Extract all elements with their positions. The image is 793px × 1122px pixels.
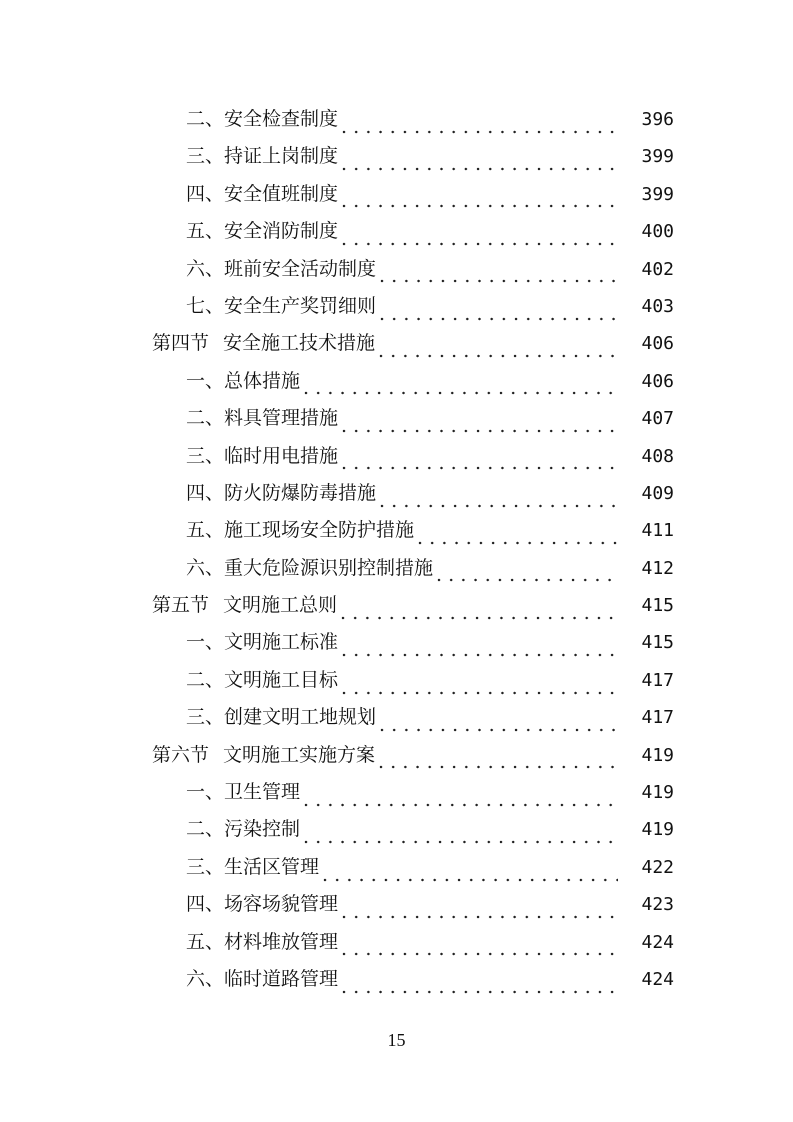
toc-entry[interactable]	[0, 138, 793, 175]
toc-entry-label	[152, 325, 375, 362]
toc-entry-title: 二、安全检查制度	[186, 108, 339, 130]
toc-entry[interactable]	[0, 924, 793, 961]
toc-entry[interactable]	[0, 438, 793, 475]
dot-leader	[342, 899, 618, 919]
dot-leader	[304, 787, 618, 807]
toc-page-number: 412	[641, 557, 674, 579]
toc-page-number: 399	[641, 146, 674, 168]
toc-page-number: 402	[641, 258, 674, 280]
toc-page-number: 417	[641, 707, 674, 729]
toc-entry-title: 文明施工总则	[223, 594, 338, 617]
dot-leader	[304, 375, 618, 395]
toc-section-number: 第四节	[152, 332, 210, 355]
toc-entry-title: 六、重大危险源识别控制措施	[186, 556, 434, 579]
toc-page-number: 424	[641, 968, 674, 990]
dot-leader	[341, 600, 618, 620]
toc-entry-label	[186, 363, 300, 400]
page-number: 15	[387, 1030, 406, 1050]
dot-leader	[323, 862, 618, 882]
toc-entry[interactable]	[0, 624, 793, 661]
toc-page-number: 422	[641, 856, 674, 878]
toc-entry-title: 二、料具管理措施	[186, 407, 339, 430]
toc-entry-title: 三、持证上岗制度	[186, 145, 339, 168]
toc-page-number: 419	[641, 819, 674, 841]
dot-leader	[380, 712, 618, 732]
toc-section-number: 第六节	[152, 743, 210, 766]
toc-entry-title: 一、卫生管理	[186, 781, 301, 804]
toc-entry[interactable]	[0, 176, 793, 213]
toc-entry-label	[186, 699, 376, 736]
toc-entry[interactable]	[0, 886, 793, 923]
toc-entry[interactable]	[0, 849, 793, 886]
toc-entry-title: 六、临时道路管理	[186, 967, 339, 990]
toc-page-number: 409	[641, 482, 674, 504]
dot-leader	[342, 637, 618, 657]
toc-entry-title: 四、防火防爆防毒措施	[186, 481, 377, 504]
toc-page-number: 411	[641, 520, 674, 542]
dot-leader	[304, 824, 618, 844]
toc-entry-label	[186, 400, 338, 437]
toc-entry[interactable]	[0, 251, 793, 288]
toc-entry-label	[186, 550, 433, 587]
dot-leader	[342, 226, 618, 246]
toc-entry[interactable]	[0, 699, 793, 736]
dot-leader	[342, 114, 618, 134]
toc-page-number: 407	[641, 408, 674, 430]
toc-entry-label	[152, 587, 337, 624]
toc-page-number: 419	[641, 782, 674, 804]
toc-entry-title: 三、生活区管理	[186, 855, 320, 878]
toc-page-number: 399	[641, 183, 674, 205]
toc-entry-label	[186, 512, 414, 549]
toc-section-entry[interactable]	[0, 587, 793, 624]
toc-page-number: 406	[641, 370, 674, 392]
toc-entry-label	[186, 438, 338, 475]
toc-entry-title: 六、班前安全活动制度	[186, 257, 377, 280]
toc-entry-label	[186, 961, 338, 998]
toc-entry-title: 四、场容场貌管理	[186, 893, 339, 916]
dot-leader	[380, 301, 618, 321]
toc-entry-title: 一、总体措施	[186, 369, 301, 392]
toc-entry-label	[186, 662, 338, 699]
dot-leader	[342, 188, 618, 208]
toc-entry-label	[186, 774, 300, 811]
toc-page-number: 424	[641, 931, 674, 953]
toc-entry-title: 安全施工技术措施	[223, 332, 376, 355]
toc-entry-title: 七、安全生产奖罚细则	[186, 294, 377, 317]
toc-section-number: 第五节	[152, 594, 210, 617]
toc-entry[interactable]	[0, 400, 793, 437]
toc-entry-label	[186, 624, 338, 661]
toc-page-number: 415	[641, 595, 674, 617]
toc-entry-label	[152, 737, 375, 774]
toc-entry-title: 文明施工实施方案	[223, 743, 376, 766]
toc-entry-label	[186, 849, 319, 886]
toc-page-number: 419	[641, 744, 674, 766]
toc-entry[interactable]	[0, 550, 793, 587]
toc-entry-title: 五、施工现场安全防护措施	[186, 519, 415, 542]
toc-entry-label	[186, 924, 338, 961]
dot-leader	[380, 263, 618, 283]
toc-entry-label	[186, 811, 300, 848]
toc-entry-title: 一、文明施工标准	[186, 631, 339, 654]
toc-page-number: 400	[641, 221, 674, 243]
toc-page-number: 396	[641, 109, 674, 130]
dot-leader	[342, 151, 618, 171]
toc-page-number: 406	[641, 333, 674, 355]
toc-entry[interactable]	[0, 101, 793, 138]
toc-page-number: 423	[641, 894, 674, 916]
toc-page-number: 403	[641, 295, 674, 317]
toc-entry-label	[186, 101, 338, 138]
toc-entry[interactable]	[0, 512, 793, 549]
toc-page-number: 415	[641, 632, 674, 654]
toc-entry[interactable]	[0, 774, 793, 811]
dot-leader	[379, 338, 618, 358]
toc-entry-title: 五、安全消防制度	[186, 220, 339, 243]
toc-entry[interactable]	[0, 288, 793, 325]
toc-entry-label	[186, 475, 376, 512]
toc-entry-title: 四、安全值班制度	[186, 182, 339, 205]
toc-entry-title: 二、污染控制	[186, 818, 301, 841]
toc-entry-title: 三、创建文明工地规划	[186, 706, 377, 729]
toc-entry-title: 三、临时用电措施	[186, 444, 339, 467]
toc-entry[interactable]	[0, 662, 793, 699]
toc-entry[interactable]	[0, 811, 793, 848]
toc-section-entry[interactable]	[0, 325, 793, 362]
table-of-contents	[0, 101, 793, 998]
toc-entry-label	[186, 176, 338, 213]
toc-entry-label	[186, 213, 338, 250]
dot-leader	[342, 413, 618, 433]
dot-leader	[437, 562, 618, 582]
dot-leader	[342, 936, 618, 956]
toc-entry[interactable]	[0, 363, 793, 400]
toc-entry[interactable]	[0, 213, 793, 250]
toc-entry[interactable]	[0, 961, 793, 998]
toc-page-number: 408	[641, 445, 674, 467]
toc-entry-label	[186, 138, 338, 175]
dot-leader	[342, 974, 618, 994]
toc-entry[interactable]	[0, 475, 793, 512]
dot-leader	[379, 749, 618, 769]
toc-entry-title: 二、文明施工目标	[186, 668, 339, 691]
toc-entry-label	[186, 251, 376, 288]
dot-leader	[342, 450, 618, 470]
dot-leader	[380, 488, 618, 508]
toc-section-entry[interactable]	[0, 737, 793, 774]
toc-page-number: 417	[641, 669, 674, 691]
dot-leader	[418, 525, 618, 545]
toc-entry-label	[186, 288, 376, 325]
dot-leader	[342, 675, 618, 695]
toc-entry-title: 五、材料堆放管理	[186, 930, 339, 953]
toc-entry-label	[186, 886, 338, 923]
